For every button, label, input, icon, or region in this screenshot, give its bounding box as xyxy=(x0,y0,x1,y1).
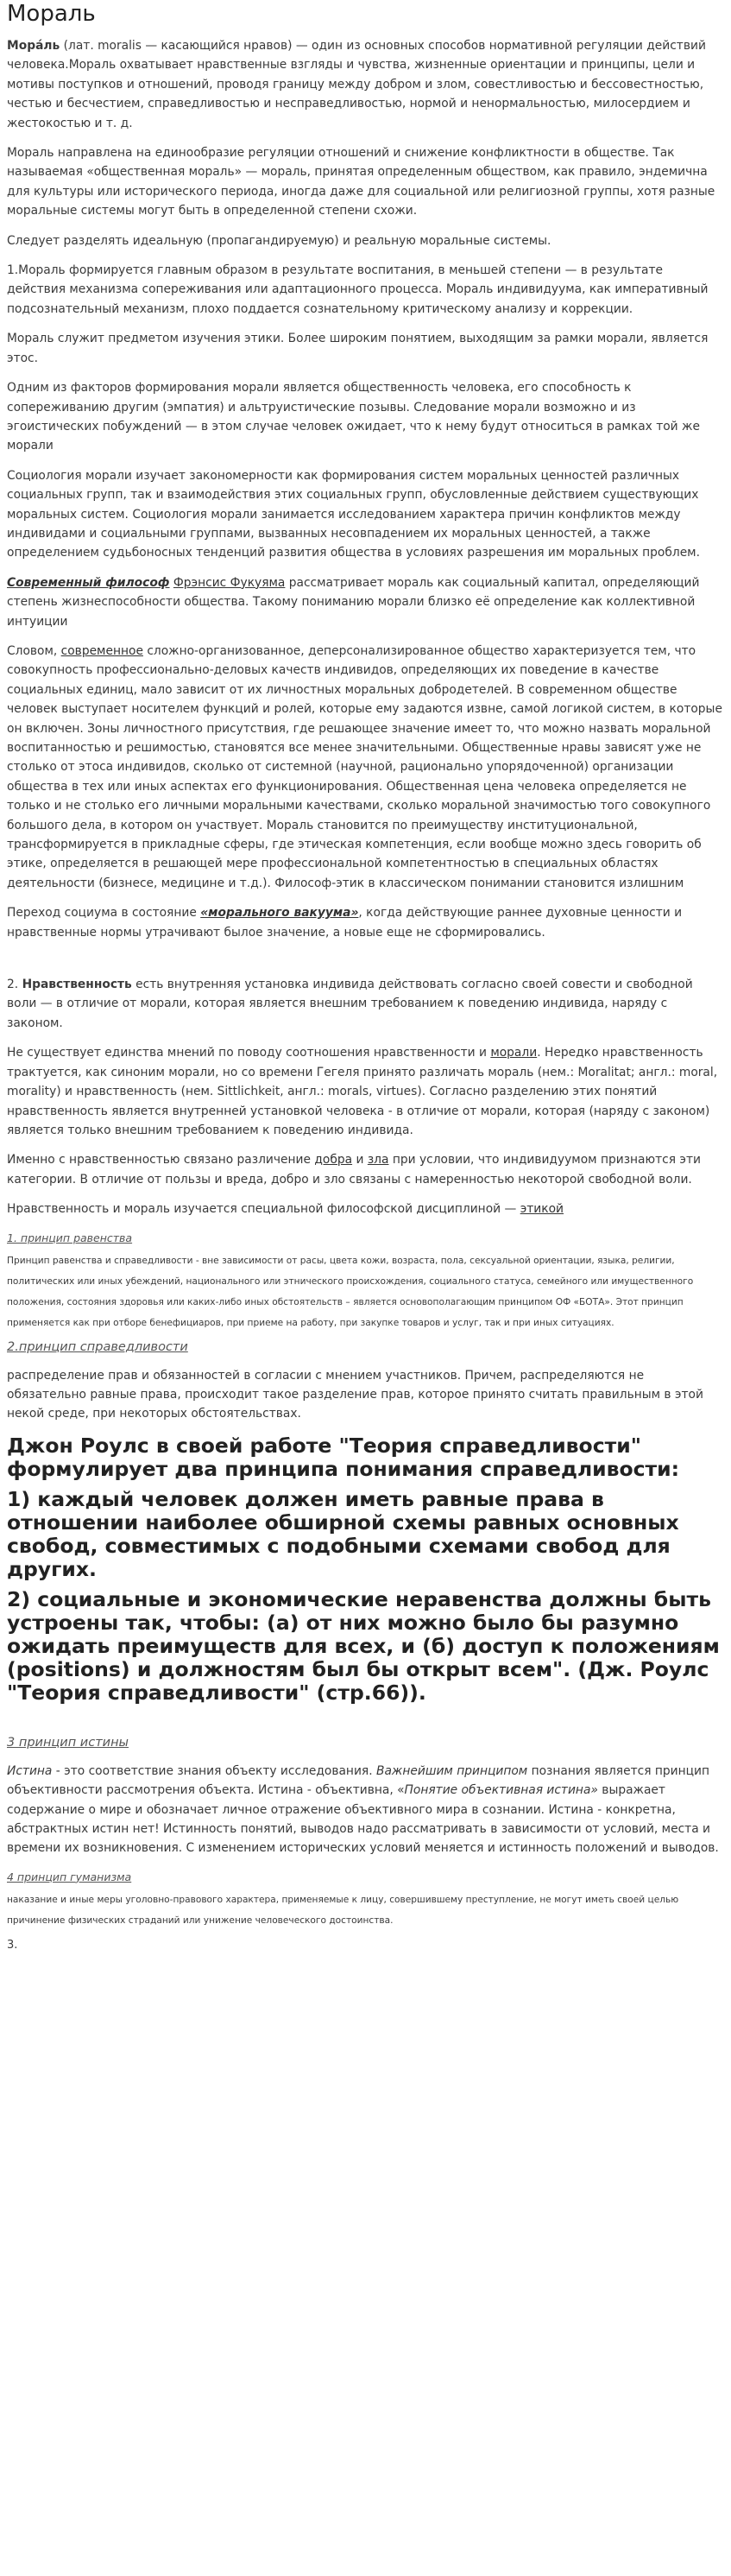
footer-number: 3. xyxy=(7,1938,18,1952)
rawls-principle-2: 2) социальные и экономические неравенства должны быть устроены так, чтобы: (а) от них можно было бы разумно ожидать преимуществ для всех, и (б) доступ к положениям (positions) и должностям был бы открыт всем". (Дж. Роулс "Теория справедливости" (стр.66)). xyxy=(7,1586,720,1705)
term-morality: Мора́ль xyxy=(7,39,60,53)
moral-vacuum-link[interactable]: «морального вакуума» xyxy=(200,906,359,921)
good-link[interactable]: добра xyxy=(314,1153,353,1168)
paragraph-regulation: Мораль направлена на единообразие регуляции отношений и снижение конфликтности в обществе. Так называемая «общественная мораль» — мораль, принятая определенным обществом, как правило, эндемична для культуры или исторического периода, иногда даже для социальной или религиозной группы, хотя разные моральные системы могут быть в определенной степени схожи. xyxy=(7,146,715,218)
paragraph-nravstvennost: 2. Нравственность есть внутренняя установка индивида действовать согласно своей совести и свободной воли — в отличие от морали, которая является внешним требованием к поведению индивида, наряду с законом. xyxy=(7,978,693,1030)
fukuyama-link[interactable]: Фрэнсис Фукуяма xyxy=(173,575,286,590)
principle-1-heading: 1. принцип равенства xyxy=(7,1231,133,1244)
morality-link[interactable]: морали xyxy=(490,1046,538,1060)
principle-3-text: Истина - это соответствие знания объекту исследования. Важнейшим принципом познания является принцип объективности рассмотрения объекта. Истина - объективна, «Понятие объективная истина» выражает содержание о мире и обозначает личное отражение объективного мира в сознании. Истина - конкретна, абстрактных истин нет! Истинность понятий, выводов надо рассматривать в зависимости от условий, места и времени их возникновения. С изменением исторических условий меняется и истинность положений и выводов. xyxy=(7,1763,719,1856)
term-nravstvennost: Нравственность xyxy=(22,978,132,992)
principle-4-text: наказание и иные меры уголовно-правового характера, применяемые к лицу, совершившему преступление, не могут иметь своей целью причинение физических страданий или унижение человеческого достоинства. xyxy=(7,1894,679,1926)
paragraph-ideal-real: Следует разделять идеальную (пропагандируемую) и реальную моральные системы. xyxy=(7,233,551,248)
paragraph-hegel: Не существует единства мнений по поводу соотношения нравственности и морали. Нередко нравственность трактуется, как синоним морали, но со времени Гегеля принято различать мораль (нем.: Moralitat; англ.: moral, morality) и нравственность (нем. Sittlichkeit, англ.: morals, virtues). Согласно разделению этих понятий нравственность является внутренней установкой человека - в отличие от морали, которая (наряду с законом) является только внешним требованием к поведению индивида. xyxy=(7,1046,718,1137)
principle-1-text: Принцип равенства и справедливости - вне зависимости от расы, цвета кожи, возраста, пола, сексуальной ориентации, языка, религии, политических или иных убеждений, национального или этнического происхождения, социального статуса, семейного или имущественного положения, состояния здоровья или каких-либо иных обстоятельств – является основополагающим принципом ОФ «БОТА». Этот принцип применяется как при отборе бенефициаров, при приеме на работу, при закупке товаров и услуг, так и при иных ситуациях. xyxy=(7,1255,694,1328)
paragraph-ethics: Мораль служит предметом изучения этики. Более широким понятием, выходящим за рамки морали, является этос. xyxy=(7,332,709,365)
principle-2-heading: 2.принцип справедливости xyxy=(7,1339,188,1354)
page-title: Мораль xyxy=(7,1,96,27)
paragraph-ethics-discipline: Нравственность и мораль изучается специальной философской дисциплиной — этикой xyxy=(7,1202,564,1217)
spacer xyxy=(7,953,724,975)
rawls-principle-1: 1) каждый человек должен иметь равные права в отношении наиболее обширной схемы равных основных свобод, совместимых с подобными схемами свобод для других. xyxy=(7,1486,679,1581)
modern-link[interactable]: современное xyxy=(60,643,143,658)
spacer xyxy=(7,1705,724,1734)
rawls-intro: Джон Роулс в своей работе "Теория справедливости" формулирует два принципа понимания справедливости: xyxy=(7,1433,680,1481)
paragraph-good-evil: Именно с нравственностью связано различение добра и зла при условии, что индивидуумом признаются эти категории. В отличие от пользы и вреда, добро и зло связаны с намеренностью некоторой свободной воли. xyxy=(7,1153,702,1187)
principle-2-text: распределение прав и обязанностей в согласии с мнением участников. Причем, распределяются не обязательно равные права, происходит такое разделение прав, которое принято считать правильным в этой некой среде, при некоторых обстоятельствах. xyxy=(7,1368,703,1421)
ethics-link[interactable]: этикой xyxy=(520,1202,564,1217)
paragraph-fukuyama: Современный философ Фрэнсис Фукуяма рассматривает мораль как социальный капитал, определяющий степень жизнеспособности общества. Такому пониманию морали близко её определение как коллективной интуиции xyxy=(7,575,700,629)
intro-paragraph: Мора́ль (лат. moralis — касающийся нравов) — один из основных способов нормативной регуляции действий человека.Мораль охватывает нравственные взгляды и чувства, жизненные ориентации и принципы, цели и мотивы поступков и отношений, проводя границу между добром и злом, совестливостью и бессовестностью, честью и бесчестием, справедливостью и несправедливостью, нормой и ненормальностью, милосердием и жестокостью и т. д. xyxy=(7,39,706,130)
paragraph-formation: 1.Мораль формируется главным образом в результате воспитания, в меньшей степени — в результате действия механизма сопереживания или адаптационного процесса. Мораль индивидуума, как императивный подсознательный механизм, плохо поддается сознательному критическому анализу и коррекции. xyxy=(7,263,709,316)
principle-4-heading: 4 принцип гуманизма xyxy=(7,1870,132,1883)
paragraph-moral-vacuum: Переход социума в состояние «морального вакуума», когда действующие раннее духовные ценности и нравственные нормы утрачивают былое значение, а новые еще не сформировались. xyxy=(7,906,683,940)
paragraph-modern-society: Словом, современное сложно-организованное, деперсонализированное общество характеризуется тем, что совокупность профессионально-деловых качеств индивидов, определяющих их поведение в качестве социальных единиц, мало зависит от их личностных моральных добродетелей. В современном обществе человек выступает носителем функций и ролей, которые ему задаются извне, самой логикой систем, в которые он включен. Зоны личностного присутствия, где решающее значение имеет то, что можно назвать моральной воспитанностью и решимостью, становятся все менее значительными. Общественные нравы зависят уже не столько от этоса индивидов, сколько от системной (научной, рационально упорядоченной) организации общества в тех или иных аспектах его функционирования. Общественная цена человека определяется не только и не столько его личными моральными качествами, сколько моральной значимостью того совокупного большого дела, в котором он участвует. Мораль становится по преимуществу институциональной, трансформируется в прикладные сферы, где этическая компетенция, если вообще можно здесь говорить об этике, определяется в решающей мере профессиональной компетентностью в специальных областях деятельности (бизнесе, медицине и т.д.). Философ-этик в классическом понимании становится излишним xyxy=(7,643,722,890)
paragraph-factors: Одним из факторов формирования морали является общественность человека, его способность к сопереживанию другим (эмпатия) и альтруистические позывы. Следование морали возможно и из эгоистических побуждений — в этом случае человек ожидает, что к нему будут относиться в рамках той же морали xyxy=(7,381,700,453)
evil-link[interactable]: зла xyxy=(367,1153,389,1168)
modern-philosopher-link[interactable]: Современный философ xyxy=(7,575,170,590)
paragraph-sociology: Социология морали изучает закономерности как формирования систем моральных ценностей различных социальных групп, так и взаимодействия этих социальных групп, обусловленные действием существующих моральных систем. Социология морали занимается исследованием характера причин конфликтов между индивидами и социальными группами, вызванных несовпадением их моральных ценностей, а также определением судьбоносных тенденций развития общества в условиях разрешения им моральных проблем. xyxy=(7,468,700,560)
principle-3-heading: 3 принцип истины xyxy=(7,1735,129,1750)
